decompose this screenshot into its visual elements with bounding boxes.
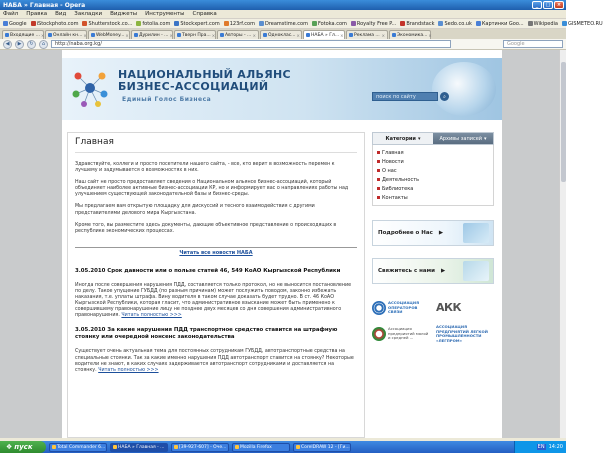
bookmark-favicon-icon	[400, 21, 405, 26]
partner-logo-akk[interactable]	[436, 298, 494, 318]
windows-logo-icon: ❖	[6, 443, 13, 451]
browser-tab[interactable]	[303, 30, 345, 39]
about-us-label: Подробнее о Нас	[378, 230, 433, 236]
partner-name-3: Ассоциация предприятий малой и средней ...	[388, 326, 429, 341]
bookmark-favicon-icon	[224, 21, 229, 26]
handshake-image	[463, 223, 489, 243]
tab-label: Реклама ...	[354, 32, 380, 38]
site-search-button[interactable]	[440, 92, 449, 101]
bookmark-favicon-icon	[351, 21, 356, 26]
window-title: НАБА » Главная - Opera	[3, 1, 86, 9]
menu-item-1[interactable]: Правка	[26, 11, 48, 17]
task-app-icon	[296, 445, 300, 449]
read-all-news-link[interactable]: Читать все новости НАБА	[75, 247, 357, 256]
page-scrollbar[interactable]	[559, 50, 566, 438]
site-search-input[interactable]	[372, 92, 438, 101]
tab-close-icon[interactable]: ×	[211, 32, 216, 38]
bookmark-item[interactable]	[400, 21, 434, 27]
news-more-link-1[interactable]: Читать полностью >>>	[121, 313, 182, 319]
contact-us-label: Свяжитесь с нами	[378, 268, 435, 274]
minimize-button[interactable]: _	[532, 1, 542, 9]
tab-close-icon[interactable]: ×	[381, 32, 385, 38]
bookmark-favicon-icon	[136, 21, 141, 26]
about-us-banner[interactable]	[372, 220, 494, 246]
bookmark-item[interactable]	[438, 21, 471, 27]
arrow-right-icon: ▶	[440, 268, 446, 274]
tab-archive[interactable]	[433, 133, 493, 144]
bookmark-item[interactable]	[82, 21, 132, 27]
bookmark-item[interactable]	[476, 21, 524, 27]
tab-categories[interactable]	[373, 133, 433, 144]
scrollbar-thumb[interactable]	[561, 62, 566, 182]
bookmark-item[interactable]	[174, 21, 219, 27]
partner-name-2: АКК	[436, 300, 461, 314]
bookmark-label: 123rf.com	[229, 20, 255, 27]
browser-search-input[interactable]	[503, 40, 563, 48]
sidebar-item[interactable]	[377, 175, 489, 184]
tab-label: НАБА » Гл...	[311, 32, 340, 38]
tab-close-icon[interactable]: ×	[428, 32, 432, 38]
building-image	[463, 261, 489, 281]
bookmark-label: fotolia.com	[142, 20, 171, 27]
tab-favicon-icon	[349, 33, 353, 37]
alliance-logo-icon	[72, 68, 108, 108]
home-button[interactable]: ⌂	[39, 40, 48, 49]
tab-favicon-icon	[91, 33, 95, 37]
bookmark-item[interactable]	[31, 21, 79, 27]
menu-item-5[interactable]: Инструменты	[145, 11, 185, 17]
address-bar[interactable]	[51, 40, 451, 48]
tab-favicon-icon	[134, 33, 138, 37]
intro-paragraph-3: Мы предлагаем вам открытую площадку для дискуссий и тесного взаимодействия с другими представителями делового мира Кыргызстана.	[75, 204, 315, 216]
tab-label: Одноклас...	[268, 32, 296, 38]
sidebar-item-label: Новости	[382, 158, 404, 165]
bookmark-favicon-icon	[31, 21, 36, 26]
sidebar-item[interactable]	[377, 157, 489, 166]
tab-close-icon[interactable]: ×	[40, 32, 45, 38]
back-button[interactable]: ◀	[3, 40, 12, 49]
globe-graphic	[432, 62, 496, 116]
tab-favicon-icon	[220, 33, 224, 37]
bookmark-favicon-icon	[438, 21, 443, 26]
menu-item-4[interactable]: Виджеты	[110, 11, 138, 17]
browser-tab[interactable]	[45, 30, 87, 39]
bookmark-item[interactable]	[259, 21, 308, 27]
browser-tab[interactable]	[88, 30, 130, 39]
taskbar-task[interactable]	[110, 443, 168, 452]
address-url: http://naba.org.kg/	[55, 41, 102, 47]
clock: 14:20	[548, 444, 563, 450]
task-label: НАБА » Главная - ...	[118, 444, 165, 450]
taskbar-task[interactable]	[49, 443, 107, 452]
contact-us-banner[interactable]	[372, 258, 494, 284]
tab-archive-label: Архивы записей	[439, 135, 483, 142]
taskbar	[0, 441, 566, 453]
partner-name-4: АССОЦИАЦИЯ ПРЕДПРИЯТИЙ ЛЕГКОЙ ПРОМЫШЛЕННОСТИ «ЛЕГПРОМ»	[436, 324, 488, 343]
bookmark-item[interactable]	[136, 21, 170, 27]
sidebar-item-label: Деятельность	[382, 176, 420, 183]
window-titlebar	[0, 0, 566, 10]
news-title-2[interactable]	[75, 327, 357, 341]
bullet-icon	[377, 151, 380, 154]
browser-tab[interactable]	[131, 30, 173, 39]
task-label: Mozilla Firefox	[240, 444, 272, 450]
task-label: [39-927-607] - Оче...	[179, 444, 227, 450]
forward-button[interactable]: ▶	[15, 40, 24, 49]
bookmark-label: Brandstack	[406, 20, 435, 27]
navigation-bar	[0, 39, 566, 50]
bookmarks-bar	[0, 19, 603, 29]
menu-item-6[interactable]: Справка	[192, 11, 217, 17]
taskbar-task[interactable]	[232, 443, 290, 452]
bookmark-label: Royalty Free P...	[356, 20, 397, 27]
bookmark-label: Shutterstock.co...	[88, 20, 133, 27]
partner-logo-legprom[interactable]	[436, 324, 494, 344]
bullet-icon	[377, 160, 380, 163]
task-label: Total Commander 6...	[57, 444, 106, 450]
task-app-icon	[52, 445, 56, 449]
search-engine-label: Google	[507, 41, 525, 47]
sidebar-item-label: Библиотека	[382, 185, 414, 192]
site-search-placeholder: поиск по сайту	[376, 93, 416, 100]
browser-tab[interactable]	[217, 30, 259, 39]
partner-logos	[372, 298, 494, 344]
reload-button[interactable]: ↻	[27, 40, 36, 49]
sidebar-item[interactable]	[377, 166, 489, 175]
category-menu	[372, 145, 494, 206]
tab-favicon-icon	[5, 33, 9, 37]
browser-tab[interactable]	[2, 30, 44, 39]
news-title-1[interactable]	[75, 268, 357, 275]
search-icon: ⌕	[443, 93, 446, 100]
tab-favicon-icon	[306, 33, 310, 37]
sidebar-item-label: О нас	[382, 167, 397, 174]
site-container	[62, 50, 502, 438]
bookmark-label: Fotoka.com	[317, 20, 347, 27]
tab-close-icon[interactable]: ×	[296, 32, 300, 38]
partner-logo-telecom[interactable]	[372, 298, 430, 318]
arrow-right-icon: ▶	[438, 230, 444, 236]
bullet-icon	[377, 187, 380, 190]
task-label: CorelDRAW 12 - [Ги...	[301, 444, 350, 450]
bookmark-favicon-icon	[259, 21, 264, 26]
bookmark-favicon-icon	[3, 21, 8, 26]
system-tray	[514, 441, 566, 453]
news-date-2: 3.05.2010	[75, 327, 106, 334]
tab-categories-label: Категории	[385, 135, 416, 142]
maximize-button[interactable]: □	[543, 1, 553, 9]
site-title	[118, 69, 291, 93]
site-title-line1: НАЦИОНАЛЬНЫЙ АЛЬЯНС	[118, 68, 291, 81]
tab-label: Онлайн кн...	[53, 32, 83, 38]
main-content	[67, 132, 365, 438]
site-tagline: Единый Голос Бизнеса	[122, 96, 212, 103]
tab-favicon-icon	[263, 33, 267, 37]
sidebar	[372, 132, 494, 344]
bookmark-item[interactable]	[351, 21, 396, 27]
page-title: Главная	[75, 137, 357, 153]
bookmark-item[interactable]	[312, 21, 347, 27]
bullet-icon	[377, 169, 380, 172]
menu-bar	[0, 10, 566, 19]
tab-close-icon[interactable]: ×	[169, 32, 173, 38]
bookmark-favicon-icon	[82, 21, 87, 26]
news-body-2: Существует очень актуальная тема для постоянных сотрудникам ГУБДД, автотранспортные средства на специальные стоянки. Так за какие именно нарушения ПДД автотранспорт ставится на стоянку? Некоторые водители не знают, в каких случаях задерживается автотранспорт сотрудниками и доставляется на стоянку.	[75, 349, 354, 373]
bookmark-label: Stockxpert.com	[180, 20, 220, 27]
news-heading-1: Срок давности или о пользе статей 46, 549 КоАО Кыргызской Республики	[107, 267, 341, 274]
tab-label: Авторы - ...	[225, 32, 252, 38]
tab-label: Экономика...	[397, 32, 428, 38]
task-app-icon	[174, 445, 178, 449]
bookmark-item[interactable]	[3, 21, 27, 27]
bookmark-favicon-icon	[528, 21, 533, 26]
browser-tab[interactable]	[389, 30, 431, 39]
site-title-line2: БИЗНЕС-АССОЦИАЦИЙ	[118, 80, 269, 93]
tab-label: Тверн Пра...	[182, 32, 211, 38]
sidebar-item-label: Главная	[382, 149, 404, 156]
news-more-link-2[interactable]: Читать полностью >>>	[98, 367, 159, 373]
bookmark-favicon-icon	[174, 21, 179, 26]
menu-item-0[interactable]: Файл	[3, 11, 19, 17]
bullet-icon	[377, 178, 380, 181]
browser-tab[interactable]	[174, 30, 216, 39]
sidebar-item[interactable]	[377, 148, 489, 157]
tab-favicon-icon	[392, 33, 396, 37]
window-controls	[532, 1, 564, 9]
close-button[interactable]: ×	[554, 1, 564, 9]
tab-close-icon[interactable]: ×	[83, 32, 87, 38]
news-text-1	[75, 283, 357, 320]
language-indicator[interactable]: EN	[537, 444, 545, 450]
task-app-icon	[113, 445, 117, 449]
task-app-icon	[235, 445, 239, 449]
taskbar-task[interactable]	[293, 443, 351, 452]
taskbar-tasks	[49, 443, 351, 452]
sidebar-item[interactable]	[377, 193, 489, 202]
bookmark-item[interactable]	[528, 21, 558, 27]
tab-close-icon[interactable]: ×	[340, 32, 344, 38]
sidebar-tabs	[372, 132, 494, 145]
tab-label: Входящие ...	[10, 32, 40, 38]
browser-tab[interactable]	[260, 30, 302, 39]
news-body-1: Иногда после совершения нарушения ПДД, составляется только протокол, но не выносится постановление по делу. Такое упущение ГУБДД (по разным причинам) может послужить поводом, законно избежать наказания, т.е. уплаты штрафа. Вину водителя в таком случае доказать будет трудно. В ст. 46 КоАО Кыргызской Республики, которая гласит, что административное взыскание может быть применено к совершившему правонарушение лицу не позднее двух месяцев со дня совершения административного правонарушения.	[75, 282, 352, 319]
tab-favicon-icon	[177, 33, 181, 37]
menu-item-2[interactable]: Вид	[55, 11, 67, 17]
tab-label: Дурилин - ...	[139, 32, 169, 38]
sidebar-item-label: Контакты	[382, 194, 408, 201]
tab-close-icon[interactable]: ×	[125, 32, 129, 38]
partner-name-1: АССОЦИАЦИЯ ОПЕРАТОРОВ СВЯЗИ	[388, 300, 420, 315]
bookmark-label: iStockphoto.com	[36, 20, 79, 27]
page-viewport	[0, 50, 566, 438]
start-label: пуск	[14, 443, 33, 451]
bookmark-label: GISMETEO.RU	[568, 20, 603, 27]
news-heading-2: За какие нарушения ПДД транспортное средство ставится на штрафную стоянку или очередной нонсенс законодательства	[75, 327, 338, 341]
intro-paragraph-4: Кроме того, вы разместите здесь документы, дающие объективное представление о происходящих в республике экономических процессах.	[75, 222, 337, 234]
bookmark-favicon-icon	[562, 21, 567, 26]
tab-bar	[0, 29, 566, 39]
bullet-icon	[377, 196, 380, 199]
bookmark-item[interactable]	[224, 21, 255, 27]
bookmark-label: Google	[9, 20, 27, 27]
browser-tab[interactable]	[346, 30, 388, 39]
smb-logo-icon	[372, 327, 386, 341]
partner-logo-smb[interactable]	[372, 324, 430, 344]
bookmark-label: Wikipedia	[533, 20, 558, 27]
bookmark-item[interactable]	[562, 21, 603, 27]
bookmark-label: Sedo.co.uk	[444, 20, 472, 27]
bookmark-label: Dreamstime.com	[264, 20, 308, 27]
tab-close-icon[interactable]: ×	[252, 32, 256, 38]
chevron-down-icon: ▾	[484, 135, 487, 142]
taskbar-task[interactable]	[171, 443, 229, 452]
bookmark-favicon-icon	[476, 21, 481, 26]
start-button[interactable]	[0, 441, 46, 453]
tab-favicon-icon	[48, 33, 52, 37]
bookmark-label: Картинки Goo...	[481, 20, 524, 27]
intro-paragraph-2: Наш сайт не просто предоставляет сведения о Национальном альянсе бизнес-ассоциаций, который объединяет наиболее активные бизнес-ассоциации КР, но и информирует вас о направлениях работы над улучшением существующей законодательной базы и бизнес-среды.	[75, 180, 349, 198]
intro-paragraph-1: Здравствуйте, коллеги и просто посетители нашего сайта, - все, кто верит в возможность перемен к лучшему и задумывается о возможностях в них.	[75, 162, 335, 174]
tab-label: WebMoney...	[96, 32, 125, 38]
bookmark-favicon-icon	[312, 21, 317, 26]
menu-item-3[interactable]: Закладки	[74, 11, 103, 17]
sidebar-item[interactable]	[377, 184, 489, 193]
chevron-down-icon: ▾	[417, 135, 421, 142]
news-date-1: 3.05.2010	[75, 267, 106, 274]
site-header	[62, 58, 502, 120]
telecom-logo-icon	[372, 301, 386, 315]
news-text-2	[75, 349, 357, 373]
